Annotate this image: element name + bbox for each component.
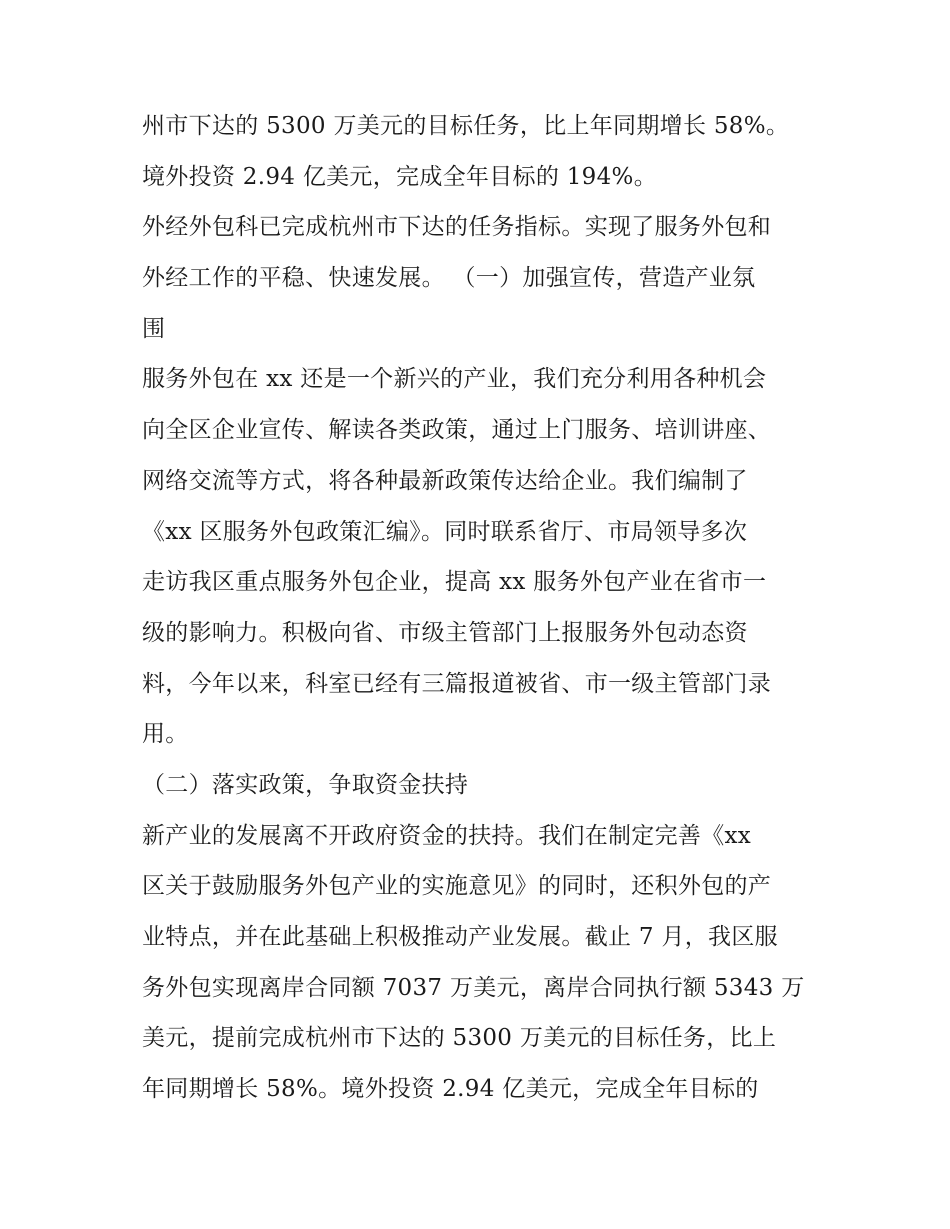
text-line: 业特点，并在此基础上积极推动产业发展。截止 7 月，我区服 (142, 924, 778, 950)
text-line: 州市下达的 5300 万美元的目标任务，比上年同期增长 58%。 (142, 113, 790, 139)
text-line: 区关于鼓励服务外包产业的实施意见》的同时，还积外包的产 (142, 873, 772, 900)
text-line: 用。 (142, 721, 189, 748)
text-line: 美元，提前完成杭州市下达的 5300 万美元的目标任务，比上 (142, 1025, 777, 1052)
text-line: 年同期增长 58%。境外投资 2.94 亿美元，完成全年目标的 (142, 1076, 759, 1103)
text-line: 料，今年以来，科室已经有三篇报道被省、市一级主管部门录 (142, 670, 772, 697)
text-line: 外经工作的平稳、快速发展。 （一）加强宣传，营造产业氛 (142, 265, 756, 292)
text-line: 新产业的发展离不开政府资金的扶持。我们在制定完善《xx (142, 822, 752, 849)
section-heading: （二）落实政策，争取资金扶持 (142, 771, 469, 798)
text-line: 境外投资 2.94 亿美元，完成全年目标的 194%。 (142, 163, 657, 190)
text-line: 走访我区重点服务外包企业，提高 xx 服务外包产业在省市一 (142, 569, 767, 596)
text-line: 服务外包在 xx 还是一个新兴的产业，我们充分利用各种机会 (142, 366, 767, 393)
text-line: 级的影响力。积极向省、市级主管部门上报服务外包动态资 (142, 619, 748, 646)
text-line: 务外包实现离岸合同额 7037 万美元，离岸合同执行额 5343 万 (142, 974, 805, 1001)
text-line: 围 (142, 315, 166, 342)
text-line: 向全区企业宣传、解读各类政策，通过上门服务、培训讲座、 (142, 417, 772, 444)
document-body (142, 101, 822, 1115)
text-line: 外经外包科已完成杭州市下达的任务指标。实现了服务外包和 (142, 214, 772, 241)
text-line: 《xx 区服务外包政策汇编》。同时联系省厅、市局领导多次 (142, 518, 748, 545)
text-line: 网络交流等方式，将各种最新政策传达给企业。我们编制了 (142, 467, 748, 494)
